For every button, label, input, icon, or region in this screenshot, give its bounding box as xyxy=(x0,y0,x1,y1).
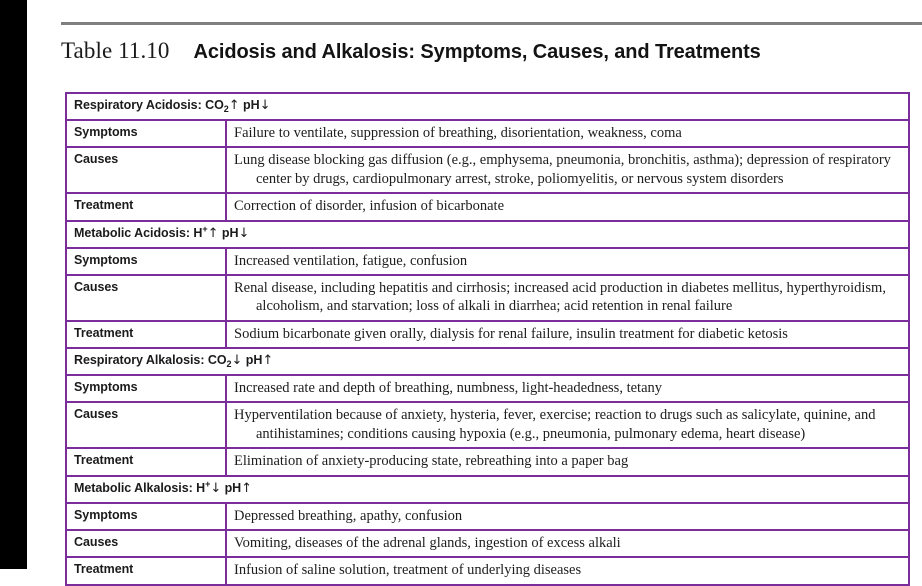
arrow-down-icon: ↓ xyxy=(231,353,243,369)
row-label-causes: Causes xyxy=(66,530,226,557)
table-row xyxy=(66,402,909,448)
row-label-treatment: Treatment xyxy=(66,557,226,584)
row-label-treatment: Treatment xyxy=(66,321,226,348)
cell-treatment-respiratory-acidosis xyxy=(226,193,909,220)
cell-causes-metabolic-alkalosis xyxy=(226,530,909,557)
table-row xyxy=(66,193,909,220)
section-header-middle: pH xyxy=(242,353,263,368)
cell-causes-respiratory-acidosis xyxy=(226,147,909,193)
table-row xyxy=(66,476,909,503)
cell-text: Increased ventilation, fatigue, confusion xyxy=(234,252,468,269)
row-label-symptoms: Symptoms xyxy=(66,120,226,147)
cell-symptoms-metabolic-alkalosis xyxy=(226,503,909,530)
cell-text: Sodium bicarbonate given orally, dialysis for renal failure, insulin treatment for diabetic ketosis xyxy=(234,325,788,342)
row-label-symptoms: Symptoms xyxy=(66,503,226,530)
section-header-prefix: Metabolic Alkalosis: H xyxy=(74,480,206,495)
section-header-middle: pH xyxy=(239,98,260,112)
row-label-causes: Causes xyxy=(66,275,226,321)
table-row xyxy=(66,275,909,321)
section-header-prefix: Respiratory Acidosis: CO xyxy=(74,98,224,112)
table-row xyxy=(66,221,909,248)
page-content xyxy=(27,0,922,579)
section-header-superscript: + xyxy=(202,223,208,234)
top-divider-rule xyxy=(61,22,922,25)
section-header-prefix: Respiratory Alkalosis: CO xyxy=(74,353,227,368)
row-label-symptoms: Symptoms xyxy=(66,248,226,275)
table-row xyxy=(66,248,909,275)
table-row xyxy=(66,503,909,530)
arrow-down-icon: ↓ xyxy=(238,225,250,241)
cell-treatment-respiratory-alkalosis xyxy=(226,448,909,475)
row-label-causes: Causes xyxy=(66,402,226,448)
cell-causes-respiratory-alkalosis xyxy=(226,402,909,448)
table-row xyxy=(66,557,909,584)
cell-treatment-metabolic-alkalosis xyxy=(226,557,909,584)
section-header-metabolic-acidosis xyxy=(66,221,909,248)
table-number-label: Table 11.10 xyxy=(61,38,170,63)
cell-text: Vomiting, diseases of the adrenal glands, ingestion of excess alkali xyxy=(234,535,621,552)
section-header-middle: pH xyxy=(218,225,239,240)
section-header-subscript: 2 xyxy=(226,359,232,370)
table-title-text: Acidosis and Alkalosis: Symptoms, Causes, and Treatments xyxy=(193,41,761,63)
section-header-respiratory-alkalosis xyxy=(66,348,909,375)
row-label-treatment: Treatment xyxy=(66,193,226,220)
arrow-up-icon: ↑ xyxy=(241,480,253,496)
table-row xyxy=(66,348,909,375)
cell-text: Lung disease blocking gas diffusion (e.g., emphysema, pneumonia, bronchitis, asthma); depression of respiratory center by drugs, cardiopulmonary arrest, stroke, poliomyelitis, or nervous system disorders xyxy=(234,152,891,187)
section-header-metabolic-alkalosis xyxy=(66,476,909,503)
arrow-up-icon: ↑ xyxy=(262,353,274,369)
table-row xyxy=(66,147,909,193)
cell-symptoms-respiratory-alkalosis xyxy=(226,375,909,402)
cell-text: Elimination of anxiety-producing state, rebreathing into a paper bag xyxy=(234,453,629,470)
section-header-superscript: + xyxy=(205,478,211,489)
section-header-middle: pH xyxy=(221,480,242,495)
arrow-up-icon: ↑ xyxy=(228,98,240,113)
acidosis-alkalosis-table xyxy=(65,92,910,586)
cell-symptoms-respiratory-acidosis xyxy=(226,120,909,147)
arrow-up-icon: ↑ xyxy=(207,225,219,241)
cell-treatment-metabolic-acidosis xyxy=(226,321,909,348)
section-header-prefix: Metabolic Acidosis: H xyxy=(74,225,203,240)
cell-text: Infusion of saline solution, treatment of underlying diseases xyxy=(234,562,582,579)
cell-text: Failure to ventilate, suppression of breathing, disorientation, weakness, coma xyxy=(234,124,682,141)
table-row xyxy=(66,93,909,120)
cell-text: Correction of disorder, infusion of bicarbonate xyxy=(234,198,505,215)
table-row xyxy=(66,120,909,147)
cell-text: Renal disease, including hepatitis and cirrhosis; increased acid production in diabetes mellitus, hyperthyroidism, alcoholism, and starvation; loss of alkali in diarrhea; acid retention in renal failure xyxy=(234,279,886,315)
table-row xyxy=(66,375,909,402)
cell-text: Increased rate and depth of breathing, numbness, light-headedness, tetany xyxy=(234,380,663,397)
cell-symptoms-metabolic-acidosis xyxy=(226,248,909,275)
cell-text: Depressed breathing, apathy, confusion xyxy=(234,507,463,524)
page-title xyxy=(61,38,922,68)
row-label-causes: Causes xyxy=(66,147,226,193)
table-row xyxy=(66,530,909,557)
table-row xyxy=(66,448,909,475)
left-black-bar xyxy=(0,0,27,569)
table-row xyxy=(66,321,909,348)
row-label-treatment: Treatment xyxy=(66,448,226,475)
row-label-symptoms: Symptoms xyxy=(66,375,226,402)
section-header-respiratory-acidosis xyxy=(66,93,909,120)
arrow-down-icon: ↓ xyxy=(210,480,222,496)
cell-text: Hyperventilation because of anxiety, hysteria, fever, exercise; reaction to drugs such as salicylate, quinine, and antihistamines; conditions causing hypoxia (e.g., pneumonia, pulmonary edema, heart disease) xyxy=(234,407,876,442)
section-header-subscript: 2 xyxy=(223,104,229,114)
arrow-down-icon: ↓ xyxy=(259,98,271,113)
cell-causes-metabolic-acidosis xyxy=(226,275,909,321)
